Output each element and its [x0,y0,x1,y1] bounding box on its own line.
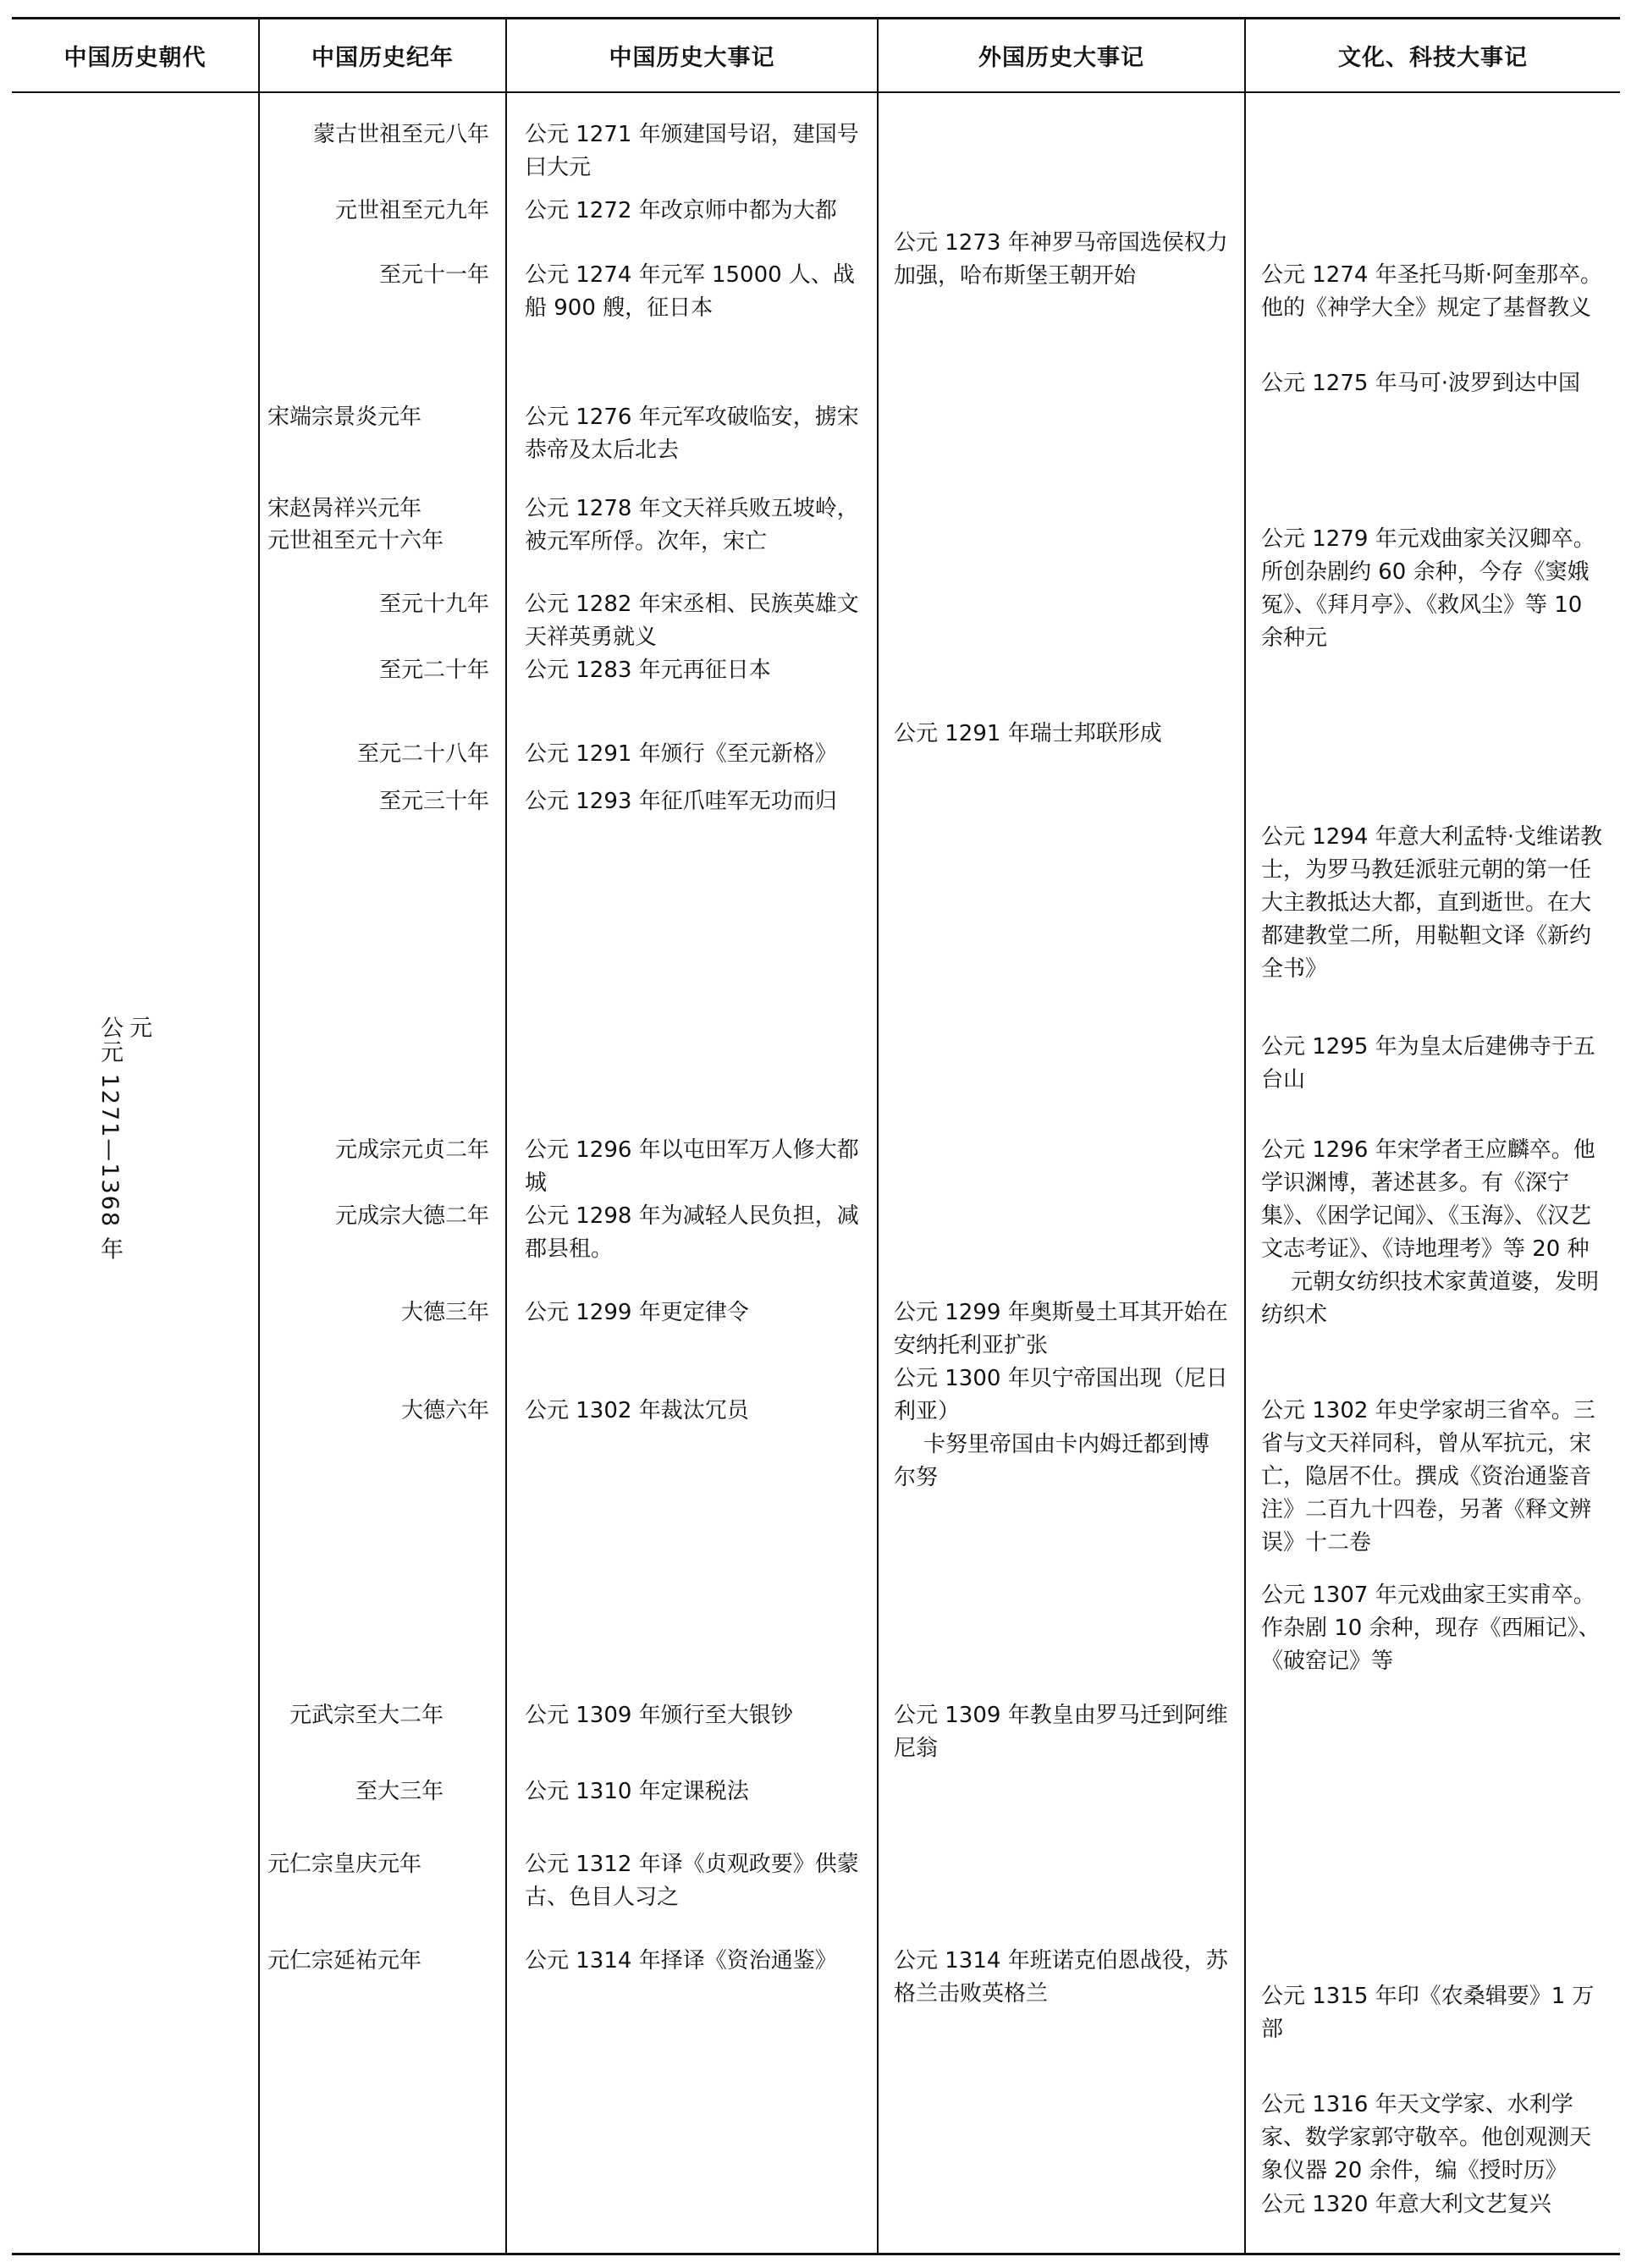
foreign-event: 卡努里帝国由卡内姆迁都到博尔努 [894,1432,1210,1490]
china-event: 公元 1278 年文天祥兵败五坡岭，被元军所俘。次年，宋亡 [525,496,859,554]
reign-item: 宋端宗景炎元年 [267,405,422,430]
culture-event: 公元 1274 年圣托马斯·阿奎那卒。他的《神学大全》规定了基督教义 [1261,262,1602,321]
china-event: 公元 1276 年元军攻破临安，掳宋恭帝及太后北去 [525,405,859,463]
reign-item: 元世祖至元十六年 [267,528,444,553]
header-culture-events: 文化、科技大事记 [1338,44,1528,71]
china-event: 公元 1293 年征爪哇军无功而归 [525,789,837,814]
china-event: 公元 1310 年定课税法 [525,1779,749,1804]
dynasty-name: 元 [125,1016,152,1040]
culture-event: 公元 1316 年天文学家、水利学家、数学家郭守敬卒。他创观测天象仪器 20 余件，编《授时历》 [1261,2092,1592,2183]
china-event: 公元 1282 年宋丞相、民族英雄文天祥英勇就义 [525,592,859,650]
culture-event: 公元 1296 年宋学者王应麟卒。他学识渊博，著述甚多。有《深宁集》、《困学记闻》、《玉海》、《汉艺文志考证》、《诗地理考》等 20 种 [1261,1137,1595,1262]
bottom-rule [12,2253,1620,2255]
china-event: 公元 1291 年颁行《至元新格》 [525,741,837,767]
foreign-event: 公元 1314 年班诺克伯恩战役，苏格兰击败英格兰 [894,1948,1228,2007]
reign-item: 至大三年 [355,1779,444,1804]
reign-item: 元仁宗延祐元年 [267,1948,422,1973]
culture-event: 公元 1295 年为皇太后建佛寺于五台山 [1261,1034,1595,1093]
reign-item: 至元二十年 [378,658,489,683]
reign-item: 至元十一年 [378,262,489,288]
reign-item: 至元二十八年 [356,741,489,767]
reign-item: 元世祖至元九年 [334,198,489,223]
china-event: 公元 1314 年择译《资治通鉴》 [525,1948,837,1973]
header-reign: 中国历史纪年 [311,44,454,71]
reign-item: 至元十九年 [378,592,489,617]
culture-event: 元朝女纺织技术家黄道婆，发明纺织术 [1261,1269,1600,1328]
column-divider-2 [505,17,507,2254]
china-event: 公元 1298 年为减轻人民负担，减郡县租。 [525,1203,859,1262]
culture-event: 公元 1279 年元戏曲家关汉卿卒。所创杂剧约 60 余种，今存《窦娥冤》、《拜月亭》、《救风尘》等 10 余种元 [1261,526,1595,651]
culture-event: 公元 1307 年元戏曲家王实甫卒。作杂剧 10 余种，现存《西厢记》、《破窑记》等 [1261,1583,1601,1674]
reign-item: 元武宗至大二年 [289,1703,444,1728]
header-foreign-events: 外国历史大事记 [978,44,1144,71]
foreign-event: 公元 1299 年奥斯曼土耳其开始在安纳托利亚扩张 [894,1300,1228,1358]
culture-event: 公元 1294 年意大利孟特·戈维诺教士，为罗马教廷派驻元朝的第一任大主教抵达大都，直到逝世。在大都建教堂二所，用鞑靼文译《新约全书》 [1261,824,1602,982]
reign-item: 宋赵昺祥兴元年 [267,496,422,521]
reign-item: 元成宗元贞二年 [334,1137,489,1163]
china-event: 公元 1296 年以屯田军万人修大都城 [525,1137,859,1196]
reign-item: 大德三年 [400,1300,489,1325]
column-divider-3 [877,17,879,2254]
header-rule [12,91,1620,93]
reign-item: 元成宗大德二年 [334,1203,489,1229]
column-divider-1 [258,17,260,2254]
china-event: 公元 1272 年改京师中都为大都 [525,198,837,223]
foreign-event: 公元 1273 年神罗马帝国选侯权力加强，哈布斯堡王朝开始 [894,230,1228,289]
culture-event: 公元 1275 年马可·波罗到达中国 [1261,371,1580,396]
culture-event: 公元 1320 年意大利文艺复兴 [1261,2192,1551,2217]
reign-item: 蒙古世祖至元八年 [312,122,489,147]
china-event: 公元 1312 年译《贞观政要》供蒙古、色目人习之 [525,1852,859,1910]
china-event: 公元 1271 年颁建国号诏，建国号曰大元 [525,122,859,180]
china-event: 公元 1309 年颁行至大银钞 [525,1703,793,1728]
culture-event: 公元 1302 年史学家胡三省卒。三省与文天祥同科，曾从军抗元，宋亡，隐居不仕。撰成《资治通鉴音注》二百九十四卷，另著《释文辨误》十二卷 [1261,1398,1595,1555]
china-event: 公元 1274 年元军 15000 人、战船 900 艘，征日本 [525,262,855,321]
header-dynasty: 中国历史朝代 [63,44,207,71]
china-event: 公元 1283 年元再征日本 [525,658,771,683]
foreign-event: 公元 1309 年教皇由罗马迁到阿维尼翁 [894,1703,1228,1761]
dynasty-range: 公元 1271—1368 年 [96,1016,123,1262]
header-china-events: 中国历史大事记 [609,44,775,71]
column-divider-4 [1244,17,1246,2254]
foreign-event: 公元 1291 年瑞士邦联形成 [894,721,1162,746]
reign-item: 元仁宗皇庆元年 [267,1852,422,1877]
dynasty-label [96,1016,152,1262]
reign-item: 大德六年 [400,1398,489,1423]
culture-event: 公元 1315 年印《农桑辑要》1 万部 [1261,1984,1595,2042]
china-event: 公元 1302 年裁汰冗员 [525,1398,749,1423]
reign-item: 至元三十年 [378,789,489,814]
china-event: 公元 1299 年更定律令 [525,1300,749,1325]
foreign-event: 公元 1300 年贝宁帝国出现（尼日利亚） [894,1366,1228,1424]
